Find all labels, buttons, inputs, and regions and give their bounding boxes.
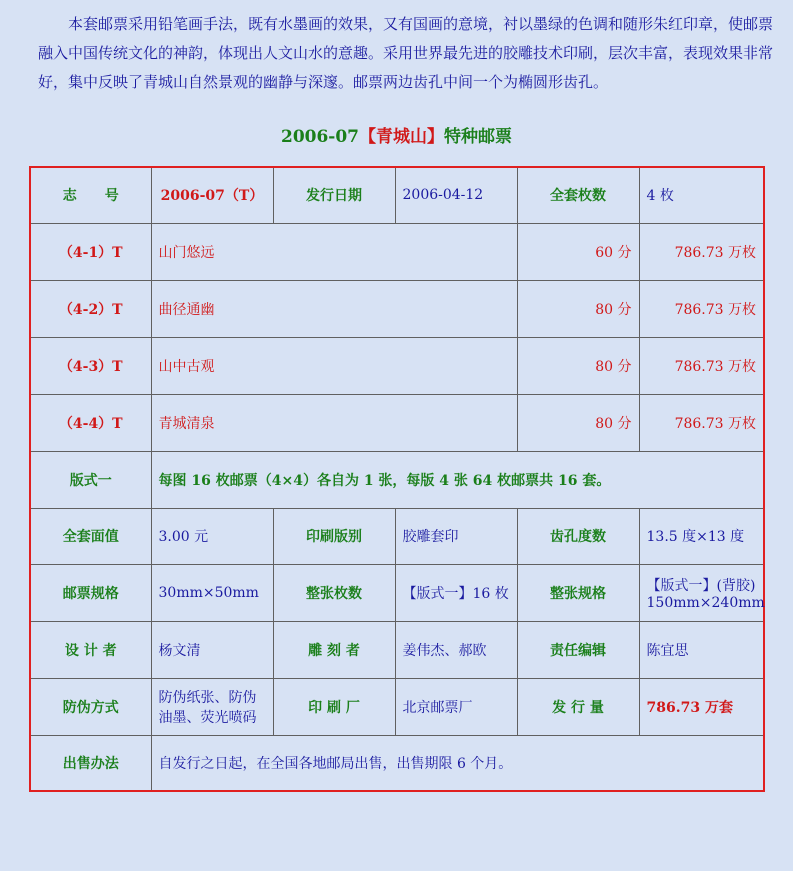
stamp-qty: 786.73 万枚 bbox=[639, 223, 764, 280]
stamp-code: （4-1）T bbox=[30, 223, 151, 280]
designer-label: 设 计 者 bbox=[30, 621, 151, 678]
date-value: 2006-04-12 bbox=[395, 167, 517, 223]
title-suffix: 特种邮票 bbox=[444, 127, 513, 147]
format-value: 每图 16 枚邮票（4×4）各自为 1 张，每版 4 张 64 枚邮票共 16 套。 bbox=[151, 451, 764, 508]
count-value: 4 枚 bbox=[639, 167, 764, 223]
stamp-face: 80 分 bbox=[517, 337, 639, 394]
size-row bbox=[30, 564, 764, 621]
intro-paragraph: 本套邮票采用铅笔画手法，既有水墨画的效果，又有国画的意境，衬以墨绿的色调和随形朱红印章，使邮票融入中国传统文化的神韵，体现出人文山水的意趣。采用世界最先进的胶雕技术印刷，层次丰富，表现效果非常好，集中反映了青城山自然景观的幽静与深邃。邮票两边齿孔中间一个为椭圆形齿孔。 bbox=[38, 15, 774, 91]
format-row bbox=[30, 451, 764, 508]
size-label: 邮票规格 bbox=[30, 564, 151, 621]
engraver-value: 姜伟杰、郝欧 bbox=[395, 621, 517, 678]
stamp-row bbox=[30, 337, 764, 394]
sale-row bbox=[30, 735, 764, 791]
id-label: 志 号 bbox=[30, 167, 151, 223]
editor-label: 责任编辑 bbox=[517, 621, 639, 678]
printer-label: 印 刷 厂 bbox=[273, 678, 395, 735]
perf-label: 齿孔度数 bbox=[517, 508, 639, 564]
stamp-face: 60 分 bbox=[517, 223, 639, 280]
stamp-name: 山门悠远 bbox=[151, 223, 517, 280]
size-value: 30mm×50mm bbox=[151, 564, 273, 621]
face-value: 3.00 元 bbox=[151, 508, 273, 564]
stamp-name: 青城清泉 bbox=[151, 394, 517, 451]
sheet-value: 【版式一】16 枚 bbox=[395, 564, 517, 621]
printer-value: 北京邮票厂 bbox=[395, 678, 517, 735]
security-value: 防伪纸张、防伪油墨、荧光喷码 bbox=[151, 678, 273, 735]
stamp-code: （4-2）T bbox=[30, 280, 151, 337]
format-label: 版式一 bbox=[30, 451, 151, 508]
designer-value: 杨文清 bbox=[151, 621, 273, 678]
stamp-face: 80 分 bbox=[517, 280, 639, 337]
stamp-qty: 786.73 万枚 bbox=[639, 280, 764, 337]
value-row bbox=[30, 508, 764, 564]
header-row bbox=[30, 167, 764, 223]
face-label: 全套面值 bbox=[30, 508, 151, 564]
stamp-info-table bbox=[29, 166, 765, 792]
stamp-row bbox=[30, 394, 764, 451]
title-highlight: 【青城山】 bbox=[359, 127, 445, 147]
print-label: 印刷版别 bbox=[273, 508, 395, 564]
editor-value: 陈宜思 bbox=[639, 621, 764, 678]
security-label: 防伪方式 bbox=[30, 678, 151, 735]
stamp-face: 80 分 bbox=[517, 394, 639, 451]
sale-value: 自发行之日起，在全国各地邮局出售，出售期限 6 个月。 bbox=[151, 735, 764, 791]
sheet-size-value: 【版式一】(背胶) 150mm×240mm bbox=[639, 564, 764, 621]
count-label: 全套枚数 bbox=[517, 167, 639, 223]
stamp-name: 山中古观 bbox=[151, 337, 517, 394]
id-value: 2006-07（T） bbox=[151, 167, 273, 223]
stamp-code: （4-3）T bbox=[30, 337, 151, 394]
stamp-row bbox=[30, 280, 764, 337]
page-title bbox=[0, 122, 793, 147]
sheet-size-label: 整张规格 bbox=[517, 564, 639, 621]
security-row bbox=[30, 678, 764, 735]
stamp-qty: 786.73 万枚 bbox=[639, 394, 764, 451]
stamp-name: 曲径通幽 bbox=[151, 280, 517, 337]
stamp-code: （4-4）T bbox=[30, 394, 151, 451]
stamp-row bbox=[30, 223, 764, 280]
engraver-label: 雕 刻 者 bbox=[273, 621, 395, 678]
date-label: 发行日期 bbox=[273, 167, 395, 223]
sheet-label: 整张枚数 bbox=[273, 564, 395, 621]
perf-value: 13.5 度×13 度 bbox=[639, 508, 764, 564]
issue-label: 发 行 量 bbox=[517, 678, 639, 735]
sale-label: 出售办法 bbox=[30, 735, 151, 791]
print-value: 胶雕套印 bbox=[395, 508, 517, 564]
title-prefix: 2006-07 bbox=[280, 127, 360, 147]
issue-value: 786.73 万套 bbox=[639, 678, 764, 735]
people-row bbox=[30, 621, 764, 678]
stamp-qty: 786.73 万枚 bbox=[639, 337, 764, 394]
